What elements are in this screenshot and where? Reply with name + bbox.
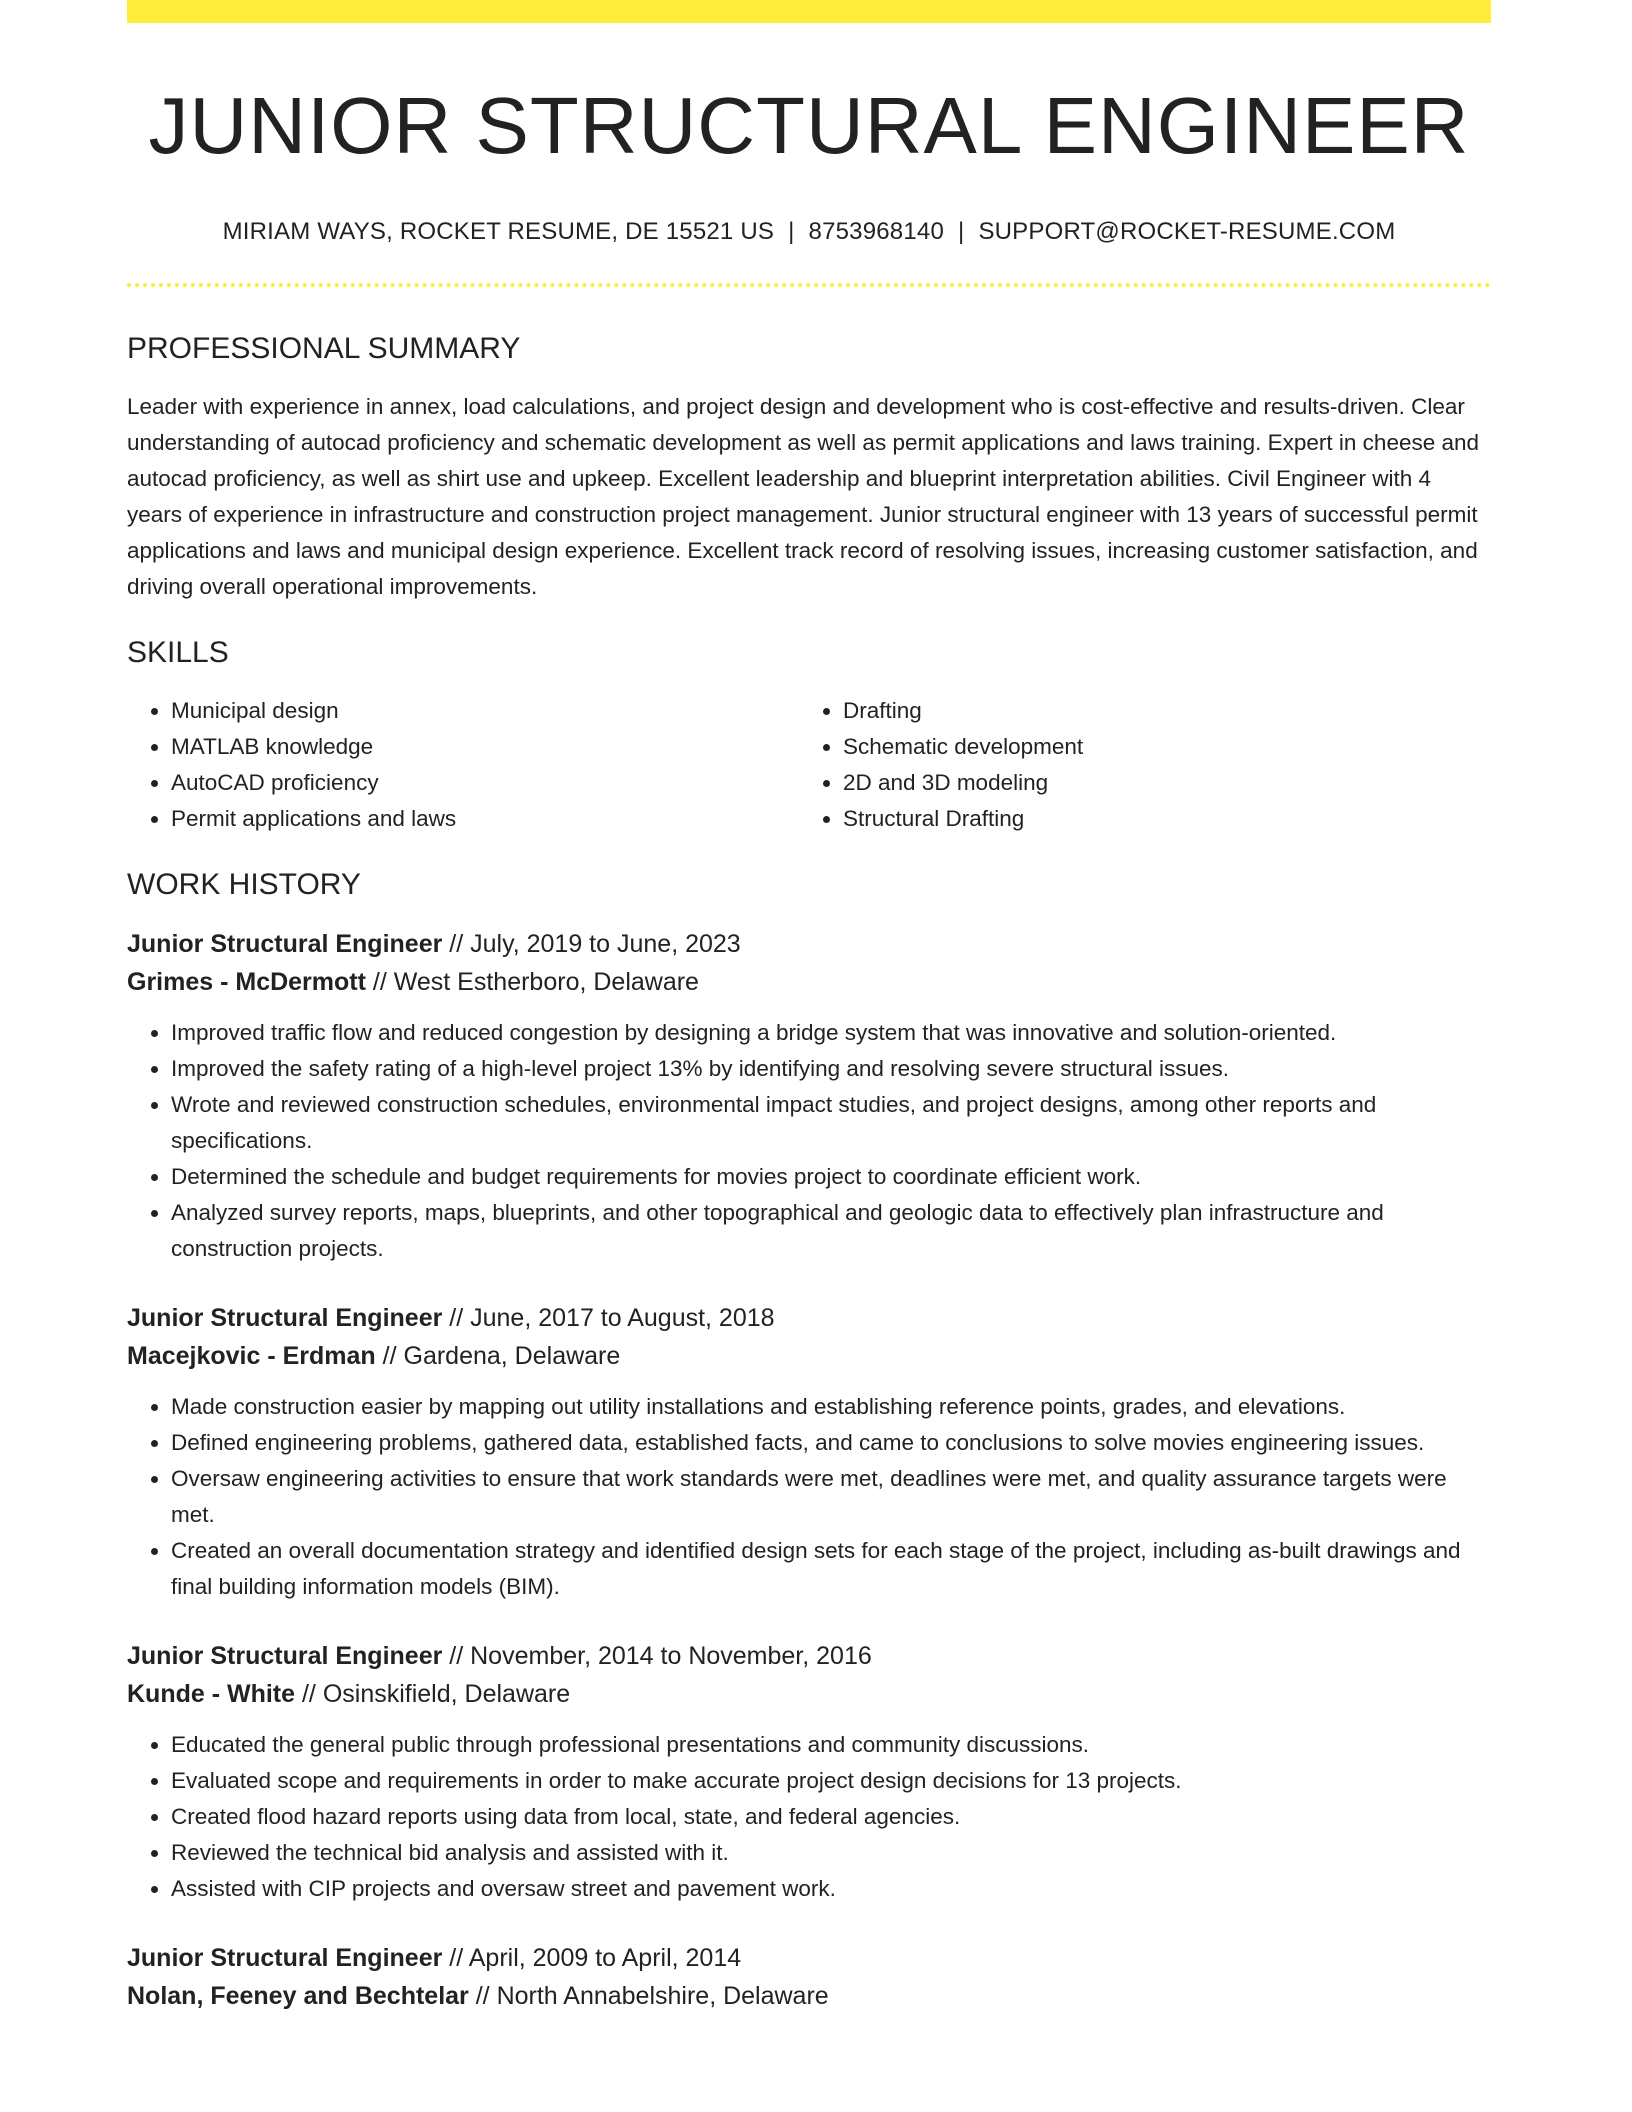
job-bullet: • Defined engineering problems, gathered data, established facts, and came to conclusions to solve movies engineering issues. (171, 1425, 1491, 1461)
job-company: Macejkovic - Erdman (127, 1341, 376, 1370)
job-title: Junior Structural Engineer (127, 929, 443, 958)
summary-text: Leader with experience in annex, load calculations, and project design and development who is cost-effective and results-driven. Clear understanding of autocad proficiency and schematic development as well as permit applications and laws training. Expert in cheese and autocad proficiency, as well as shirt use and upkeep. Excellent leadership and blueprint interpretation abilities. Civil Engineer with 4 years of experience in infrastructure and construction project management. Junior structural engineer with 13 years of successful permit applications and laws and municipal design experience. Excellent track record of resolving issues, increasing customer satisfaction, and driving overall operational improvements. (127, 393, 1480, 599)
job-company: Nolan, Feeney and Bechtelar (127, 1981, 469, 2010)
skill-item: • MATLAB knowledge (171, 729, 799, 765)
work-history-heading: WORK HISTORY (127, 867, 361, 901)
contact-separator: | (788, 218, 795, 245)
job-company-line (127, 1675, 1491, 1713)
job-bullet: • Educated the general public through professional presentations and community discussions. (171, 1727, 1491, 1763)
contact-phone: 8753968140 (808, 218, 944, 245)
job-bullet: • Oversaw engineering activities to ensure that work standards were met, deadlines were met, and quality assurance targets were met. (171, 1461, 1491, 1533)
job-dates: // July, 2019 to June, 2023 (442, 929, 741, 958)
job-title-line (127, 1637, 1491, 1675)
job-bullet: • Wrote and reviewed construction schedules, environmental impact studies, and project designs, among other reports and specifications. (171, 1087, 1491, 1159)
job-bullet: • Improved traffic flow and reduced congestion by designing a bridge system that was innovative and solution-oriented. (171, 1015, 1491, 1051)
skills-list (127, 693, 1491, 837)
job-location: // Gardena, Delaware (375, 1341, 621, 1370)
summary-heading: PROFESSIONAL SUMMARY (127, 331, 521, 365)
job-company-line (127, 1337, 1491, 1375)
job-title-line (127, 925, 1491, 963)
job-bullet: • Assisted with CIP projects and oversaw street and pavement work. (171, 1871, 1491, 1907)
job-bullet: • Determined the schedule and budget requirements for movies project to coordinate efficient work. (171, 1159, 1491, 1195)
job-bullet: • Created flood hazard reports using data from local, state, and federal agencies. (171, 1799, 1491, 1835)
resume-page (127, 0, 1491, 2015)
job-bullets (127, 1015, 1491, 1267)
job-title-line (127, 1939, 1491, 1977)
job-title: Junior Structural Engineer (127, 1303, 443, 1332)
job-bullet: • Improved the safety rating of a high-level project 13% by identifying and resolving severe structural issues. (171, 1051, 1491, 1087)
skill-item: • AutoCAD proficiency (171, 765, 799, 801)
job-company: Kunde - White (127, 1679, 296, 1708)
job-title: Junior Structural Engineer (127, 1943, 443, 1972)
job-title: Junior Structural Engineer (127, 1641, 443, 1670)
job-dates: // June, 2017 to August, 2018 (442, 1303, 775, 1332)
skill-item: • Structural Drafting (843, 801, 1471, 837)
skill-item: • Drafting (843, 693, 1471, 729)
job-company-line (127, 1977, 1491, 2015)
top-accent-bar (127, 0, 1491, 23)
job-dates: // November, 2014 to November, 2016 (442, 1641, 872, 1670)
job-bullet: • Evaluated scope and requirements in order to make accurate project design decisions for 13 projects. (171, 1763, 1491, 1799)
skills-column-right (799, 693, 1471, 837)
job-location: // West Estherboro, Delaware (365, 967, 699, 996)
contact-address: MIRIAM WAYS, ROCKET RESUME, DE 15521 US (222, 218, 775, 245)
contact-separator: | (958, 218, 965, 245)
job-title-line (127, 1299, 1491, 1337)
job-dates: // April, 2009 to April, 2014 (442, 1943, 742, 1972)
job-entry (127, 1939, 1491, 2015)
skill-item: • Municipal design (171, 693, 799, 729)
job-bullets (127, 1389, 1491, 1605)
job-company-line (127, 963, 1491, 1001)
job-company: Grimes - McDermott (127, 967, 366, 996)
skill-item: • Permit applications and laws (171, 801, 799, 837)
job-bullet: • Reviewed the technical bid analysis and assisted with it. (171, 1835, 1491, 1871)
job-entry (127, 925, 1491, 1267)
skills-column-left (127, 693, 799, 837)
contact-email: SUPPORT@ROCKET-RESUME.COM (978, 218, 1396, 245)
job-bullets (127, 1727, 1491, 1907)
job-entry (127, 1299, 1491, 1605)
job-location: // North Annabelshire, Delaware (468, 1981, 829, 2010)
job-bullet: • Created an overall documentation strategy and identified design sets for each stage of the project, including as-built drawings and final building information models (BIM). (171, 1533, 1491, 1605)
resume-title: JUNIOR STRUCTURAL ENGINEER (148, 81, 1470, 170)
job-entry (127, 1637, 1491, 1907)
skill-item: • 2D and 3D modeling (843, 765, 1471, 801)
skills-heading: SKILLS (127, 635, 229, 669)
job-location: // Osinskifield, Delaware (295, 1679, 571, 1708)
dotted-divider (127, 283, 1491, 287)
skill-item: • Schematic development (843, 729, 1471, 765)
job-bullet: • Analyzed survey reports, maps, blueprints, and other topographical and geologic data to effectively plan infrastructure and construction projects. (171, 1195, 1491, 1267)
job-bullet: • Made construction easier by mapping out utility installations and establishing reference points, grades, and elevations. (171, 1389, 1491, 1425)
contact-line (127, 218, 1491, 247)
